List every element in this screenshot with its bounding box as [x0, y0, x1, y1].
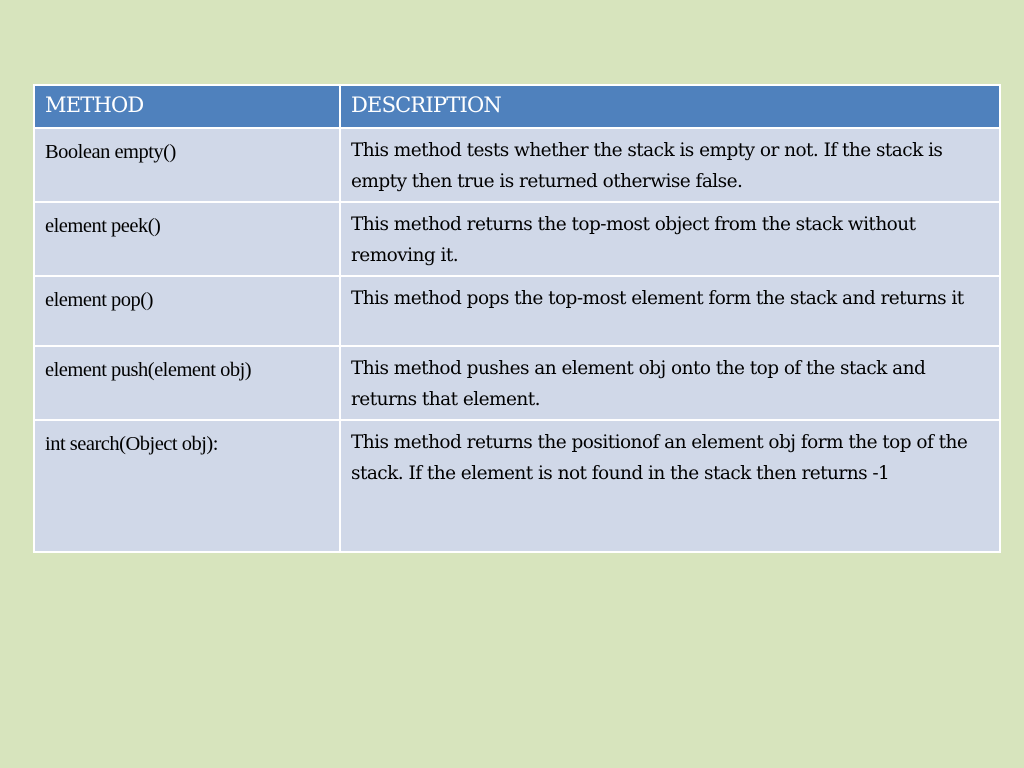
method-cell [34, 128, 340, 202]
table-row [34, 276, 1000, 346]
description-cell [340, 420, 1000, 552]
method-name: int search(Object obj): [45, 433, 218, 455]
header-description-label: DESCRIPTION [351, 93, 501, 117]
header-method-label: METHOD [45, 93, 144, 117]
header-description [340, 85, 1000, 128]
description-cell [340, 346, 1000, 420]
method-name: element peek() [45, 215, 161, 237]
table-row [34, 202, 1000, 276]
table-row [34, 346, 1000, 420]
method-cell [34, 346, 340, 420]
method-name: element push(element obj) [45, 359, 252, 381]
table-header-row [34, 85, 1000, 128]
method-description: This method tests whether the stack is empty or not. If the stack is empty then true is returned otherwise false. [351, 140, 943, 192]
header-method [34, 85, 340, 128]
method-name: Boolean empty() [45, 141, 176, 163]
method-description: This method pops the top-most element form the stack and returns it [351, 288, 964, 309]
stack-methods-table [33, 84, 1001, 553]
method-cell [34, 202, 340, 276]
description-cell [340, 128, 1000, 202]
method-cell [34, 420, 340, 552]
method-name: element pop() [45, 289, 153, 311]
method-description: This method pushes an element obj onto the top of the stack and returns that element. [351, 358, 926, 410]
table-row [34, 420, 1000, 552]
table-row [34, 128, 1000, 202]
description-cell [340, 202, 1000, 276]
method-description: This method returns the positionof an element obj form the top of the stack. If the element is not found in the stack then returns -1 [351, 432, 968, 484]
description-cell [340, 276, 1000, 346]
method-cell [34, 276, 340, 346]
method-description: This method returns the top-most object from the stack without removing it. [351, 214, 916, 266]
